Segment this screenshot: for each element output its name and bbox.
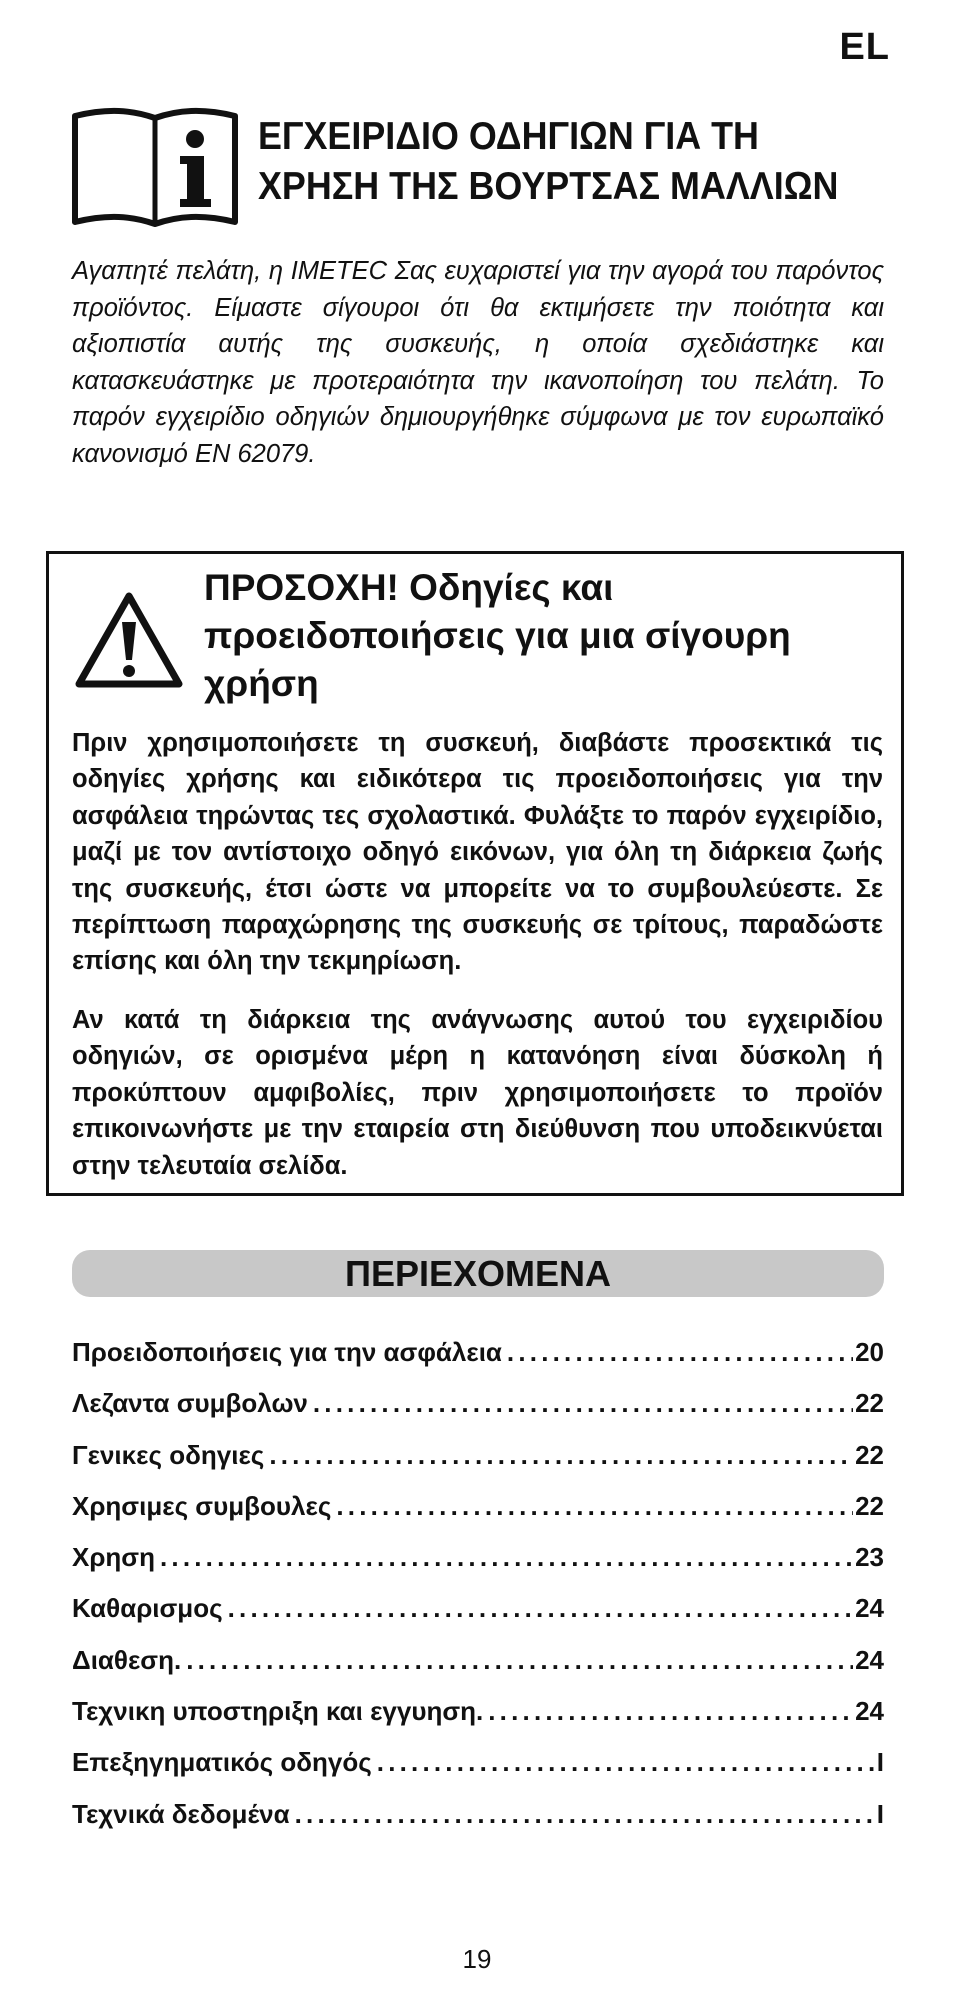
toc-item-page: I (876, 1747, 884, 1778)
toc-leader-dots (313, 1387, 853, 1419)
page-number: 19 (462, 1944, 492, 1974)
warning-paragraph: Πριν χρησιμοποιήσετε τη συσκευή, διαβάστε προσεκτικά τις οδηγίες χρήσης και ειδικότερα τις προειδοποιήσεις για την ασφάλεια τηρώντας τες σχολαστικά. Φυλάξτε το παρόν εγχειρίδιο, μαζί με τον αντίστοιχο οδηγό εικόνων, για όλη τη διάρκεια ζωής της συσκευής, έτσι ώστε να μπορείτε να το συμβουλεύεστε. Σε περίπτωση παραχώρησης της συσκευής σε τρίτους, παραδώστε επίσης και όλη την τεκμηρίωση. (72, 729, 883, 976)
toc-leader-dots (295, 1798, 875, 1830)
toc-item[interactable] (72, 1644, 884, 1695)
toc-item-page: 22 (855, 1388, 884, 1419)
warning-title-line: προειδοποιήσεις για μια σίγουρη (204, 615, 791, 656)
toc-item[interactable] (72, 1541, 884, 1592)
title-line: ΕΓΧΕΙΡΙΔΙΟ ΟΔΗΓΙΩΝ ΓΙΑ ΤΗ (258, 115, 759, 158)
toc-item-label: Προειδοποιήσεις για την ασφάλεια (72, 1337, 502, 1367)
warning-title-line: ΠΡΟΣΟΧΗ! Οδηγίες και (204, 567, 614, 608)
toc-item-label: Γενικες οδηγιες (72, 1439, 265, 1470)
title-line: ΧΡΗΣΗ ΤΗΣ ΒΟΥΡΤΣΑΣ ΜΑΛΛΙΩΝ (258, 165, 839, 208)
toc-item-page: 20 (855, 1337, 884, 1367)
toc-item-page: I (876, 1798, 884, 1829)
toc-leader-dots (488, 1695, 853, 1727)
toc-leader-dots (507, 1336, 853, 1368)
toc-item-page: 22 (855, 1439, 884, 1470)
toc-item[interactable] (72, 1746, 884, 1797)
warning-title-line: χρήση (204, 663, 319, 704)
toc-leader-dots (186, 1644, 853, 1676)
toc-item-label: Χρησιμες συμβουλες (72, 1490, 332, 1521)
toc-item[interactable] (72, 1387, 884, 1438)
table-of-contents (72, 1336, 884, 1849)
toc-item[interactable] (72, 1695, 884, 1746)
toc-leader-dots (269, 1439, 853, 1471)
toc-item-label: Επεξηγηματικός οδηγός (72, 1747, 372, 1778)
warning-triangle-icon (73, 590, 185, 690)
toc-item-page: 24 (855, 1696, 884, 1727)
toc-item-label: Χρηση (72, 1542, 155, 1573)
toc-item[interactable] (72, 1798, 884, 1849)
warning-title (204, 564, 884, 708)
manual-title (258, 112, 847, 212)
toc-item[interactable] (72, 1490, 884, 1541)
toc-item-label: Λεζαντα συμβολων (72, 1388, 308, 1419)
toc-item-label: Τεχνικη υποστηριξη και εγγυηση. (72, 1696, 484, 1727)
toc-item[interactable] (72, 1439, 884, 1490)
toc-item-label: Διαθεση. (72, 1644, 182, 1675)
toc-item-page: 23 (855, 1542, 884, 1573)
intro-paragraph: Αγαπητέ πελάτη, η IMETEC Σας ευχαριστεί για την αγορά του παρόντος προϊόντος. Είμαστε σίγουροι ότι θα εκτιμήσετε την ποιότητα και αξιοπιστία αυτής της συσκευής, η οποία σχεδιάστηκε και κατασκευάστηκε με προτεραιότητα την ικανοποίηση του πελάτη. Το παρόν εγχειρίδιο οδηγιών δημιουργήθηκε σύμφωνα με τον ευρωπαϊκό κανονισμό EN 62079. (72, 257, 884, 468)
toc-leader-dots (228, 1592, 853, 1624)
language-tag: EL (839, 26, 890, 68)
toc-item-page: 22 (855, 1490, 884, 1521)
toc-leader-dots (336, 1490, 853, 1522)
warning-paragraph: Αν κατά τη διάρκεια της ανάγνωσης αυτού του εγχειριδίου οδηγιών, σε ορισμένα μέρη η κατανόηση είναι δύσκολη ή προκύπτουν αμφιβολίες, πριν χρησιμοποιήσετε το προϊόν επικοινωνήστε με την εταιρεία στη διεύθυνση που υποδεικνύεται στην τελευταία σελίδα. (72, 1006, 883, 1180)
toc-item[interactable] (72, 1336, 884, 1387)
contents-heading: ΠΕΡΙΕΧΟΜΕΝΑ (72, 1250, 884, 1297)
toc-leader-dots (377, 1746, 875, 1778)
toc-leader-dots (160, 1541, 853, 1573)
toc-item-page: 24 (855, 1644, 884, 1675)
toc-item-page: 24 (855, 1593, 884, 1624)
info-book-icon (70, 106, 240, 228)
toc-item-label: Τεχνικά δεδομένα (72, 1798, 290, 1829)
toc-item[interactable] (72, 1592, 884, 1643)
toc-item-label: Καθαρισμος (72, 1593, 223, 1624)
warning-box (46, 551, 904, 1196)
